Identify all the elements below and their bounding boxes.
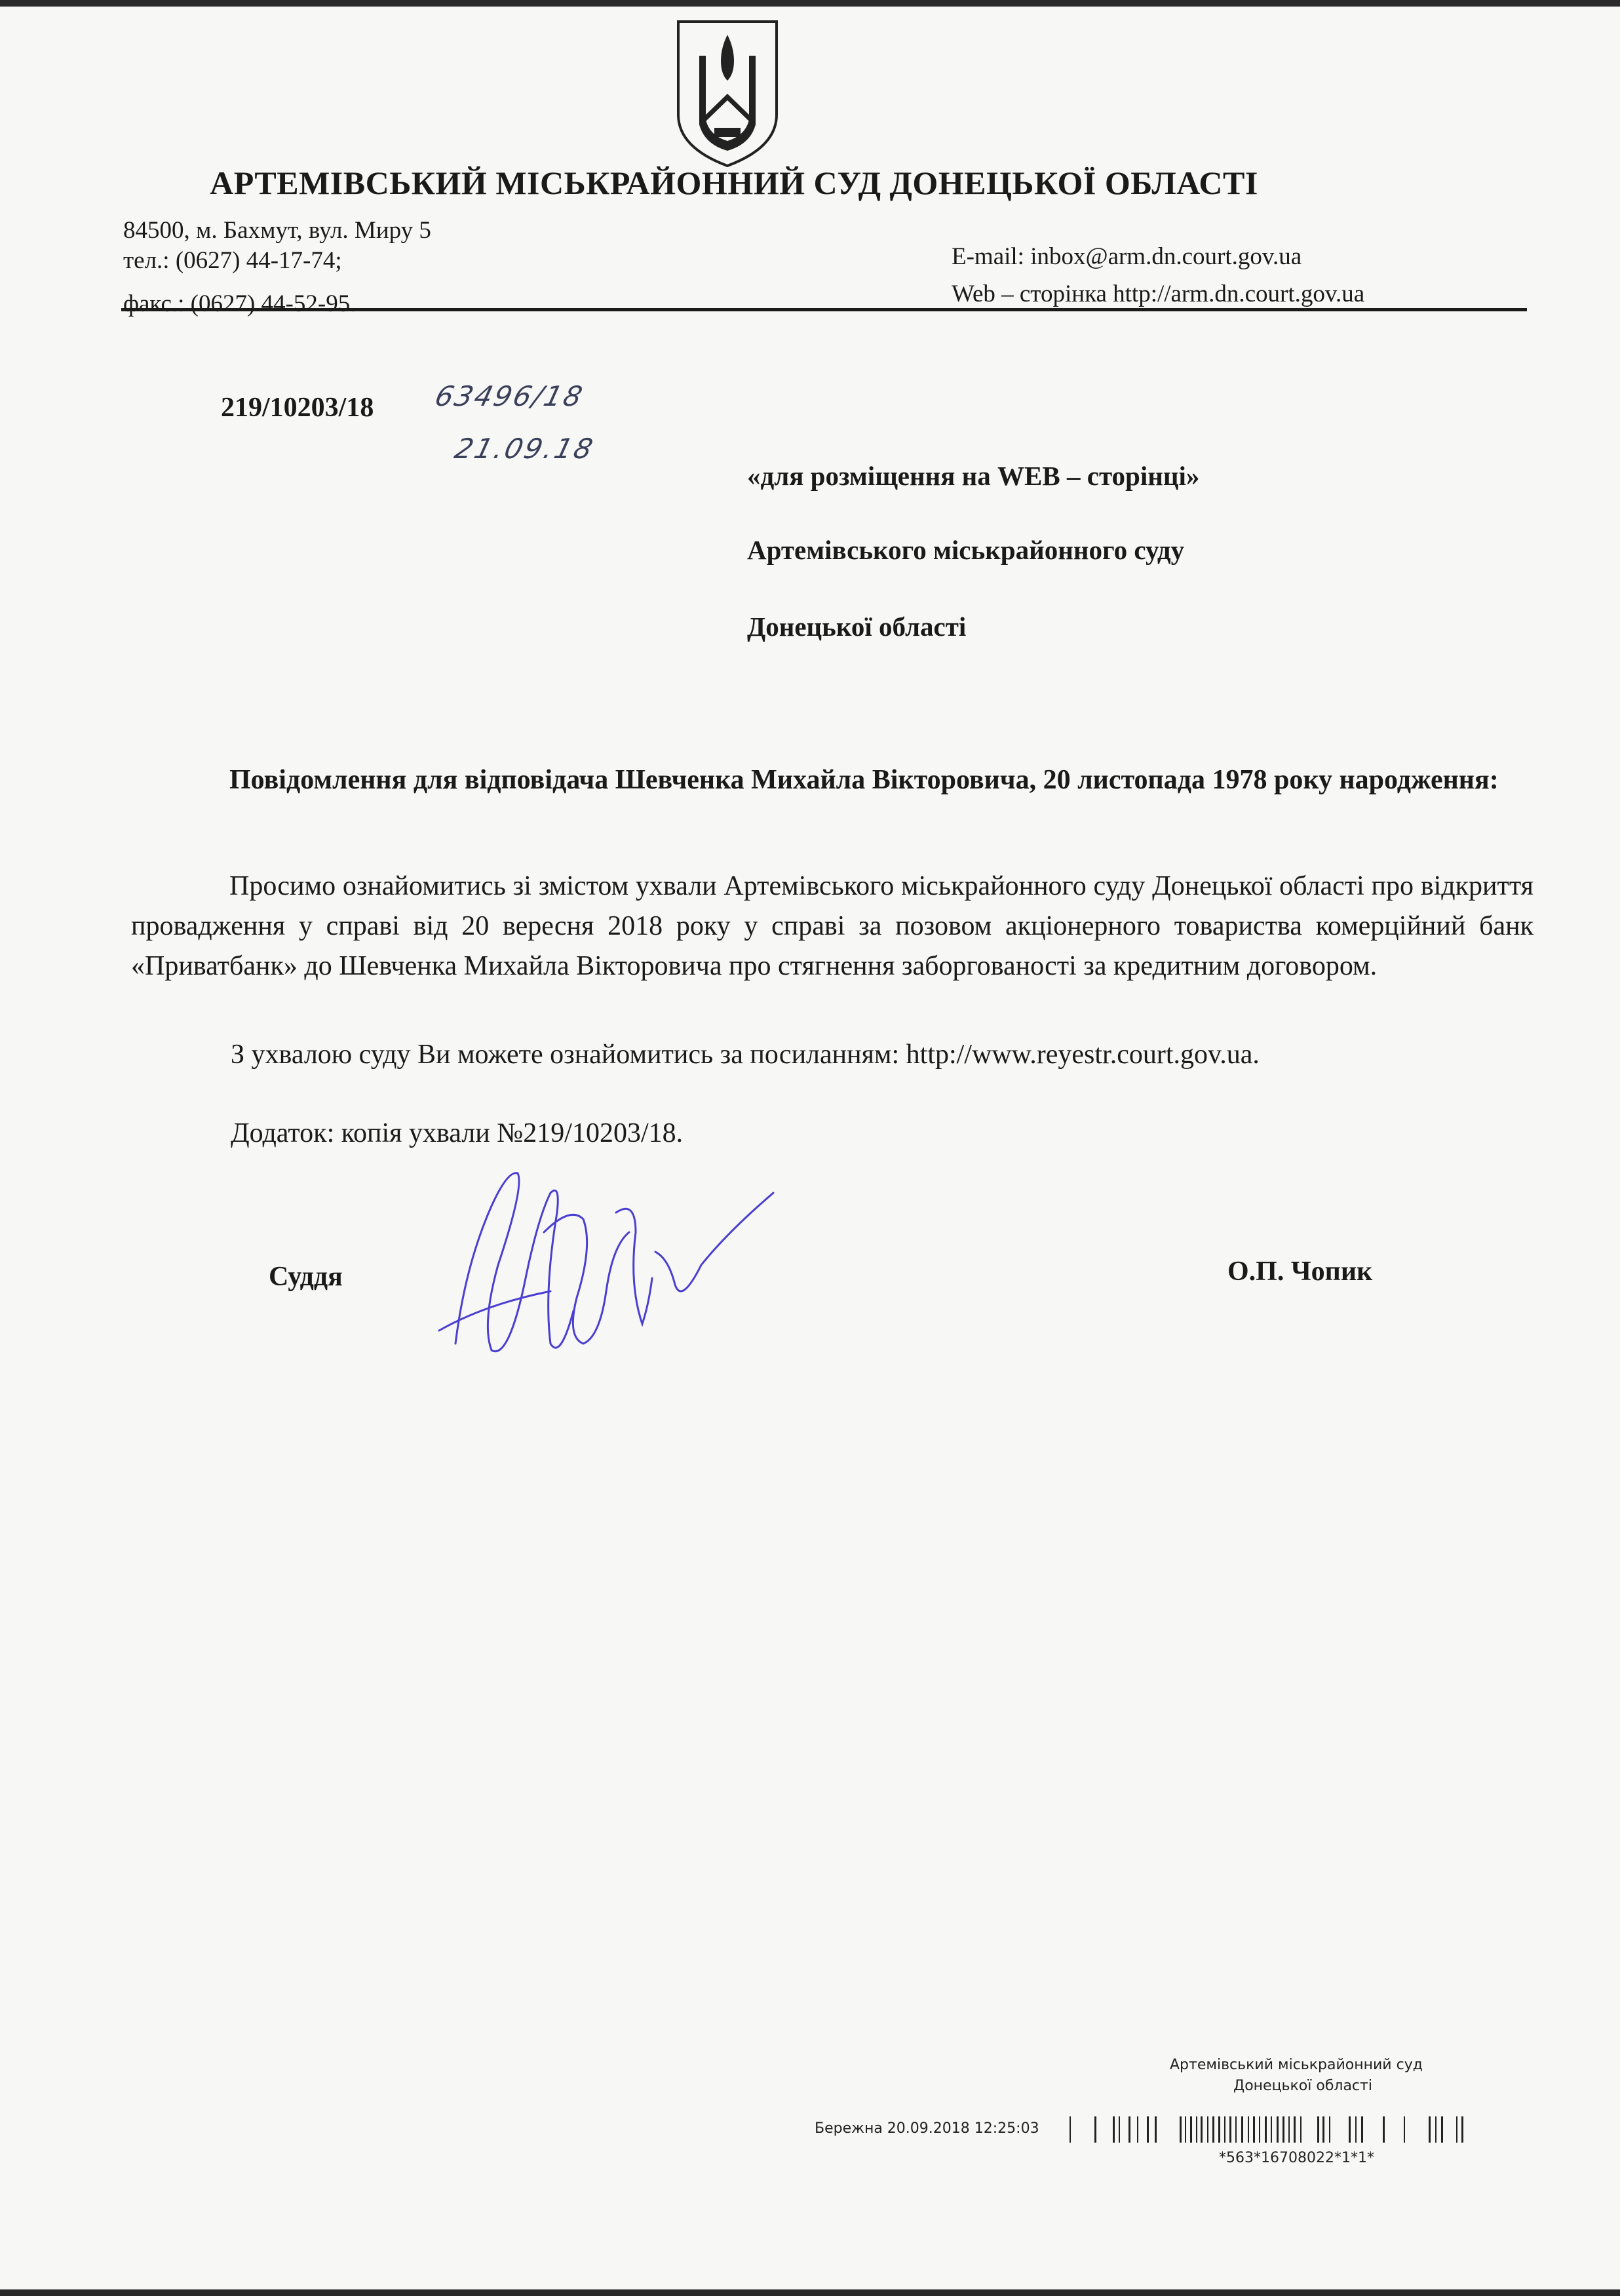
court-address: 84500, м. Бахмут, вул. Миру 5: [123, 217, 431, 244]
scan-edge-top: [0, 0, 1620, 7]
stamp-code: *563*16708022*1*1*: [1219, 2150, 1374, 2166]
court-phone: тел.: (0627) 44-17-74;: [123, 247, 342, 274]
court-fax: факс.: (0627) 44-52-95.: [123, 290, 357, 317]
stamp-org-line-2: Донецької області: [1233, 2078, 1372, 2094]
court-email: E-mail: inbox@arm.dn.court.gov.ua: [952, 243, 1302, 270]
registry-link-paragraph: З ухвалою суду Ви можете ознайомитись за посиланням: http://www.reyestr.court.gov.ua.: [231, 1040, 1260, 1070]
court-web: Web – сторінка http://arm.dn.court.gov.ua: [952, 281, 1365, 307]
addressee-line-1: «для розміщення на WEB – сторінці»: [747, 461, 1200, 491]
judge-label: Суддя: [269, 1262, 343, 1292]
judge-name: О.П. Чопик: [1227, 1256, 1373, 1287]
body-paragraph: Просимо ознайомитись зі змістом ухвали Артемівського міськрайонного суду Донецької області про відкриття провадження у справі від 20 вересня 2018 року у справі за позовом акціонерного товариства комерційний банк «Приватбанк» до Шевченка Михайла Вікторовича про стягнення заборгованості за кредитним договором.: [131, 871, 1533, 981]
stamp-org-line-1: Артемівський міськрайонний суд: [1170, 2057, 1423, 2073]
handwritten-number: 63496/18: [431, 380, 588, 412]
notice-heading: Повідомлення для відповідача Шевченка Михайла Вікторовича, 20 листопада 1978 року народження:: [229, 765, 1499, 795]
coat-of-arms-icon: [665, 16, 790, 170]
handwritten-date: 21.09.18: [451, 433, 598, 465]
attachment-line: Додаток: копія ухвали №219/10203/18.: [231, 1118, 684, 1148]
barcode: [1070, 2114, 1548, 2147]
registration-number: 219/10203/18: [221, 393, 374, 423]
addressee-line-3: Донецької області: [747, 612, 967, 642]
handwritten-signature: [419, 1134, 800, 1396]
header-divider: [121, 308, 1527, 311]
scan-edge-bottom: [0, 2289, 1620, 2296]
court-title: АРТЕМІВСЬКИЙ МІСЬКРАЙОННИЙ СУД ДОНЕЦЬКОЇ ОБЛАСТІ: [210, 165, 1258, 201]
stamp-registered-by: Бережна 20.09.2018 12:25:03: [815, 2120, 1039, 2137]
addressee-line-2: Артемівського міськрайонного суду: [747, 535, 1185, 565]
